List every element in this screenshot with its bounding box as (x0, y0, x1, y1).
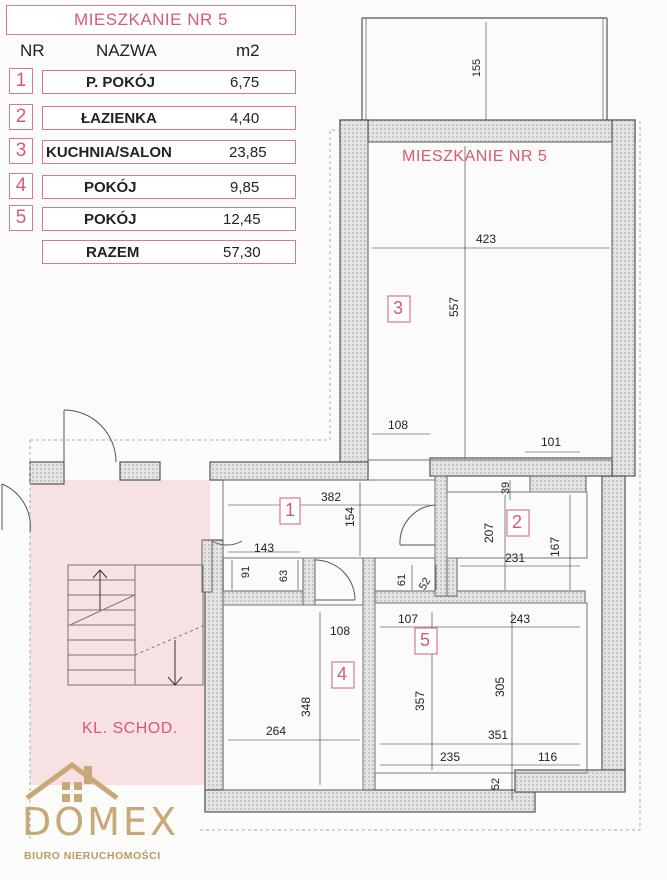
header-area: m2 (236, 41, 260, 60)
room-area: 4,40 (230, 110, 260, 127)
stair-hall-fill (30, 480, 210, 785)
dimension-label: 243 (510, 612, 531, 626)
room-number: 1 (9, 68, 33, 94)
room-tag: 1 (285, 500, 296, 520)
room-name: ŁAZIENKA (81, 110, 157, 127)
total-name: RAZEM (86, 244, 140, 261)
room-tag: 2 (512, 512, 523, 532)
dimension-label: 382 (321, 490, 342, 504)
room-number: 3 (9, 138, 33, 164)
dimension-label: 61 (396, 573, 409, 587)
dimension-label: 207 (482, 522, 497, 544)
dimension-label: 235 (440, 750, 461, 764)
dimension-label: 231 (505, 551, 526, 565)
balcony (362, 18, 607, 122)
logo-wordmark: DOMEX (22, 800, 179, 844)
room-number: 4 (9, 173, 33, 199)
room-name: P. POKÓJ (86, 74, 155, 91)
dimension-label: 154 (343, 506, 358, 528)
room-tag: 4 (337, 664, 348, 684)
room-area: 6,75 (230, 74, 260, 91)
legend-title: MIESZKANIE NR 5 (6, 5, 296, 35)
room-area: 23,85 (229, 144, 267, 161)
dimension-label: 155 (471, 58, 484, 78)
dimension-label: 101 (541, 435, 562, 449)
dimension-label: 108 (330, 624, 351, 638)
dimension-label: 167 (548, 536, 563, 558)
dimension-label: 305 (493, 676, 508, 698)
dimension-label: 423 (476, 232, 497, 246)
room-area: 9,85 (230, 179, 260, 196)
room-number: 2 (9, 104, 33, 130)
room-name: POKÓJ (84, 211, 137, 228)
dimension-label: 351 (488, 728, 509, 742)
total-area: 57,30 (223, 244, 261, 261)
room-area: 12,45 (223, 211, 261, 228)
room-tag: 3 (393, 298, 404, 318)
dimension-label: 63 (278, 569, 291, 583)
room-name: POKÓJ (84, 179, 137, 196)
dimension-label: 107 (398, 612, 419, 626)
room-number: 5 (9, 205, 33, 231)
dimension-label: 39 (500, 481, 513, 495)
dimension-label: 557 (447, 296, 462, 318)
dimension-label: 264 (266, 724, 287, 738)
domex-logo (22, 760, 202, 870)
dimension-label: 143 (254, 541, 275, 555)
logo-subtitle: BIURO NIERUCHOMOŚCI (24, 850, 161, 862)
room-name: KUCHNIA/SALON (46, 144, 172, 161)
stair-label: KL. SCHOD. (82, 720, 178, 737)
dimension-label: 52 (416, 575, 434, 593)
header-name: NAZWA (96, 41, 157, 60)
dimension-label: 91 (240, 565, 253, 579)
dimension-label: 52 (490, 777, 503, 791)
header-nr: NR (20, 41, 45, 60)
room-tag: 5 (420, 630, 431, 650)
dimension-label: 348 (299, 696, 314, 718)
dimension-label: 357 (413, 690, 428, 712)
dimension-label: 116 (538, 750, 558, 764)
apartment-label: MIESZKANIE NR 5 (402, 148, 548, 165)
dimension-label: 108 (388, 418, 409, 432)
